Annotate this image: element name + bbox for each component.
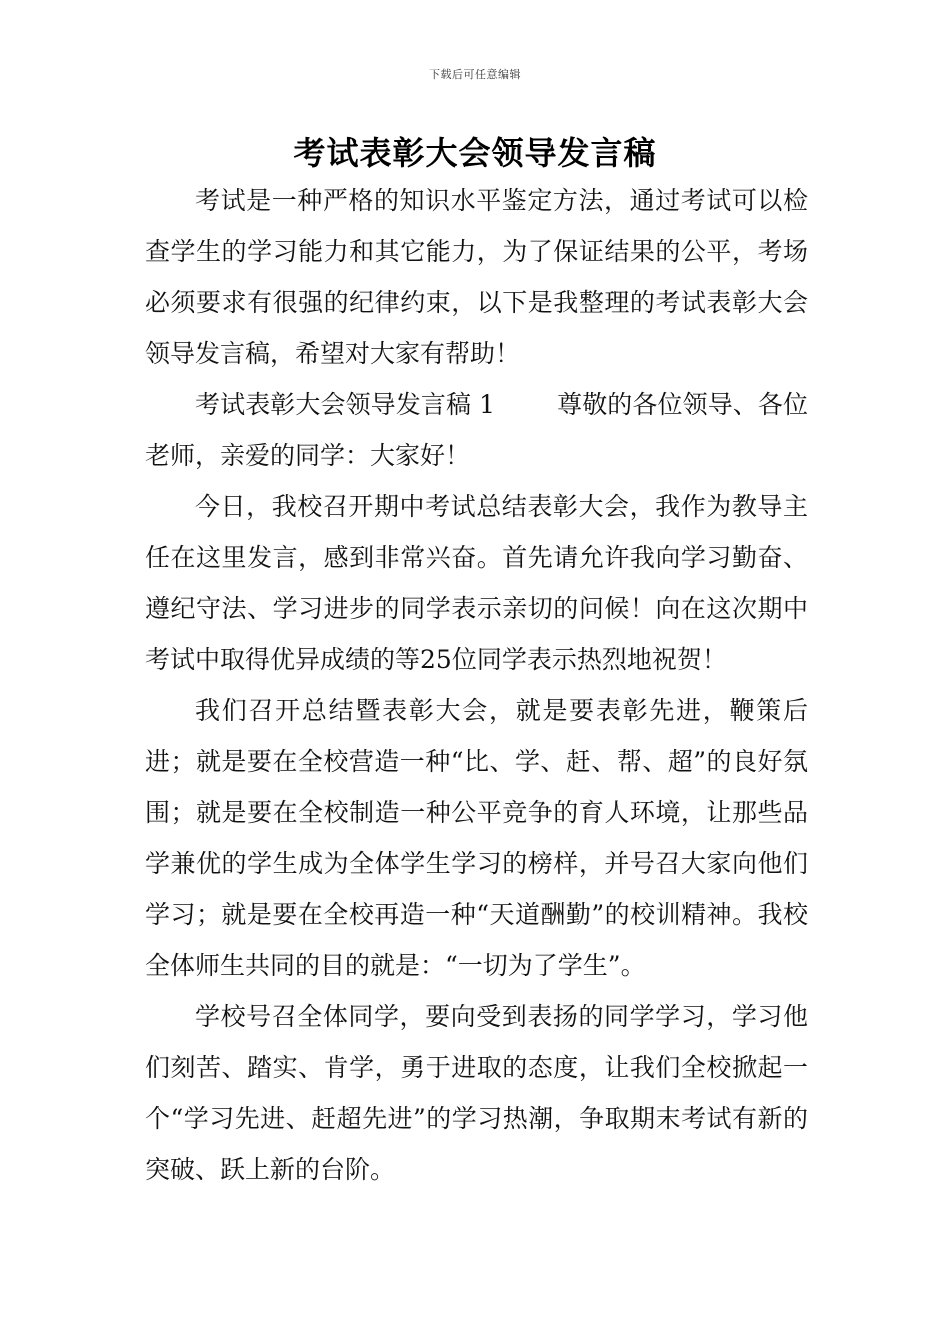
header-note: 下载后可任意编辑 xyxy=(429,68,521,81)
document-body xyxy=(145,175,808,1195)
body-paragraph-2: 我们召开总结暨表彰大会，就是要表彰先进，鞭策后进；就是要在全校营造一种“比、学、赶、帮、超”的良好氛围；就是要在全校制造一种公平竞争的育人环境，让那些品学兼优的学生成为全体学生学习的榜样，并号召大家向他们学习；就是要在全校再造一种“天道酬勤”的校训精神。我校全体师生共同的目的就是：“一切为了学生”。 xyxy=(145,696,808,980)
speech-heading-paragraph xyxy=(145,379,808,481)
speech-heading: 考试表彰大会领导发言稿 1 xyxy=(195,390,496,419)
document-title: 考试表彰大会领导发言稿 xyxy=(293,134,657,172)
intro-paragraph: 考试是一种严格的知识水平鉴定方法，通过考试可以检查学生的学习能力和其它能力，为了保证结果的公平，考场必须要求有很强的纪律约束，以下是我整理的考试表彰大会领导发言稿，希望对大家有帮助！ xyxy=(145,186,808,368)
body-paragraph-3: 学校号召全体同学，要向受到表扬的同学学习，学习他们刻苦、踏实、肯学，勇于进取的态度，让我们全校掀起一个“学习先进、赶超先进”的学习热潮，争取期末考试有新的突破、跃上新的台阶。 xyxy=(145,1002,808,1184)
body-paragraph-1: 今日，我校召开期中考试总结表彰大会，我作为教导主任在这里发言，感到非常兴奋。首先请允许我向学习勤奋、遵纪守法、学习进步的同学表示亲切的问候！向在这次期中考试中取得优异成绩的等25位同学表示热烈地祝贺！ xyxy=(145,492,808,674)
speech-greeting: 尊敬的各位领导、各位老师，亲爱的同学：大家好！ xyxy=(145,390,808,470)
